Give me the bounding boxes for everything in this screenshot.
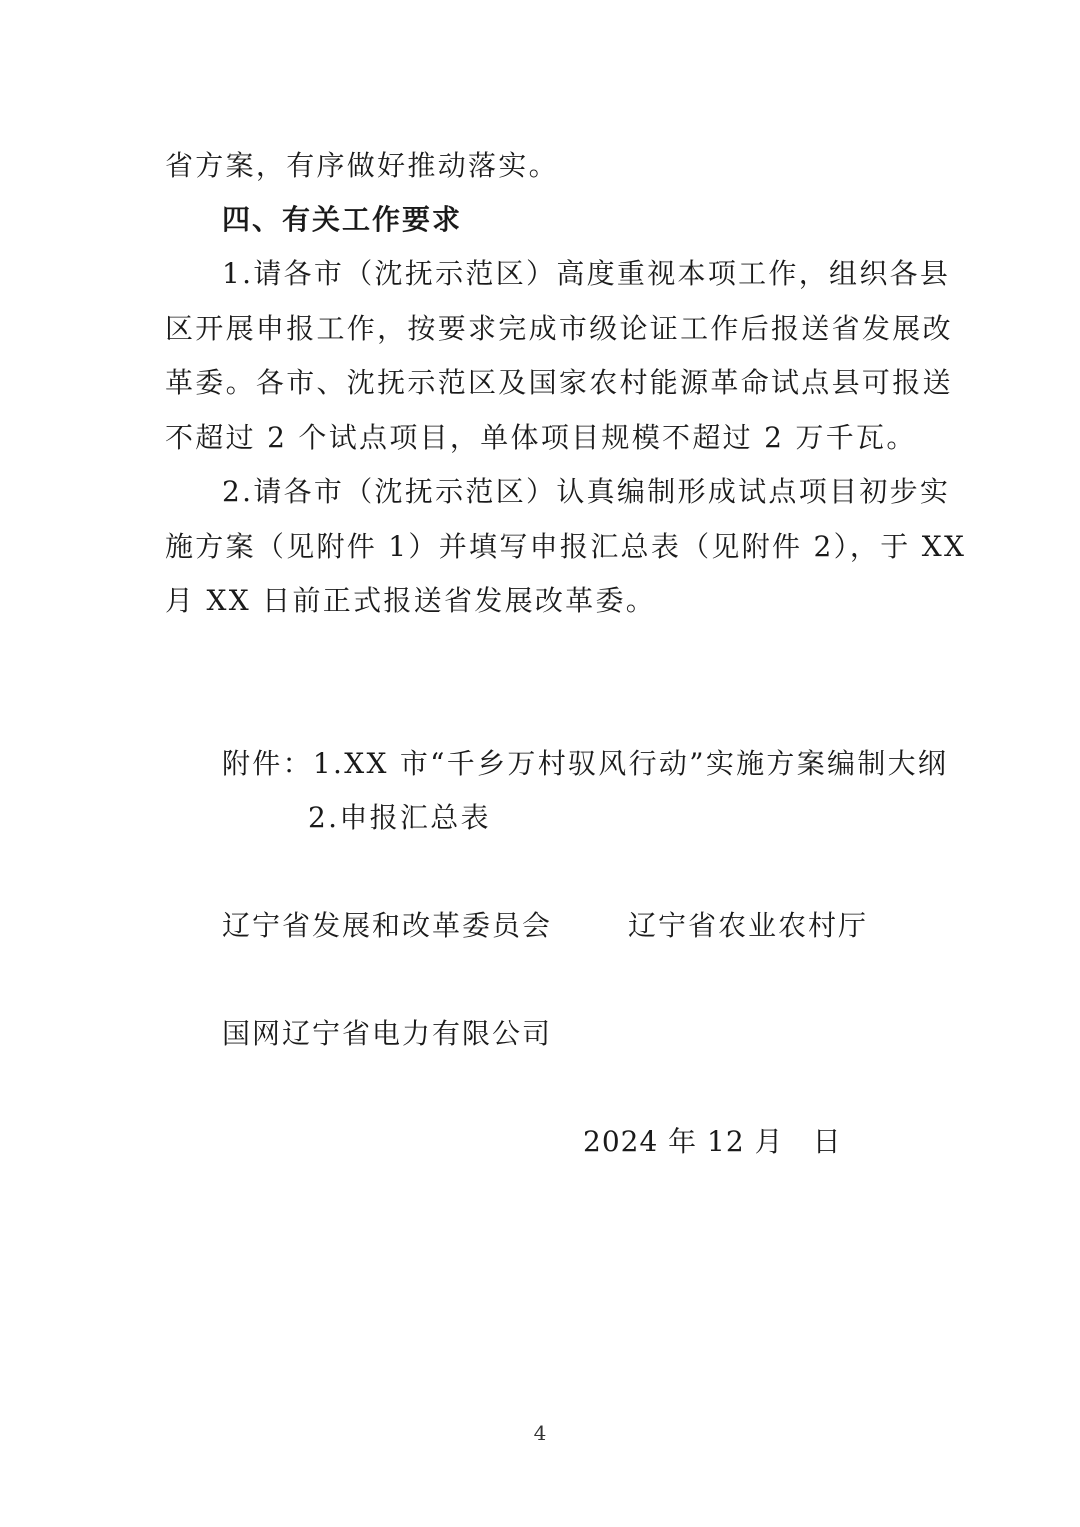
document-date: 2024 年 12 月 日 bbox=[583, 1125, 842, 1158]
attachment-line-2: 2.申报汇总表 bbox=[308, 801, 491, 834]
section-heading: 四、有关工作要求 bbox=[222, 203, 463, 236]
page-number: 4 bbox=[533, 1421, 547, 1445]
body-line-8: 月 XX 日前正式报送省发展改革委。 bbox=[165, 584, 657, 617]
signature-org-1: 辽宁省发展和改革委员会 bbox=[222, 909, 553, 942]
body-line-1: 省方案，有序做好推动落实。 bbox=[165, 149, 559, 182]
body-line-2: 1.请各市（沈抚示范区）高度重视本项工作，组织各县 bbox=[222, 257, 951, 290]
signature-org-2: 辽宁省农业农村厅 bbox=[628, 909, 869, 942]
body-line-6: 2.请各市（沈抚示范区）认真编制形成试点项目初步实 bbox=[222, 475, 951, 508]
body-line-7: 施方案（见附件 1）并填写申报汇总表（见附件 2），于 XX bbox=[165, 530, 967, 563]
body-line-4: 革委。各市、沈抚示范区及国家农村能源革命试点县可报送 bbox=[165, 366, 953, 399]
body-line-5: 不超过 2 个试点项目，单体项目规模不超过 2 万千瓦。 bbox=[165, 421, 917, 454]
body-line-3: 区开展申报工作，按要求完成市级论证工作后报送省发展改 bbox=[165, 312, 953, 345]
signature-org-3: 国网辽宁省电力有限公司 bbox=[222, 1017, 553, 1050]
attachment-line-1: 附件：1.XX 市“千乡万村驭风行动”实施方案编制大纲 bbox=[222, 747, 949, 780]
